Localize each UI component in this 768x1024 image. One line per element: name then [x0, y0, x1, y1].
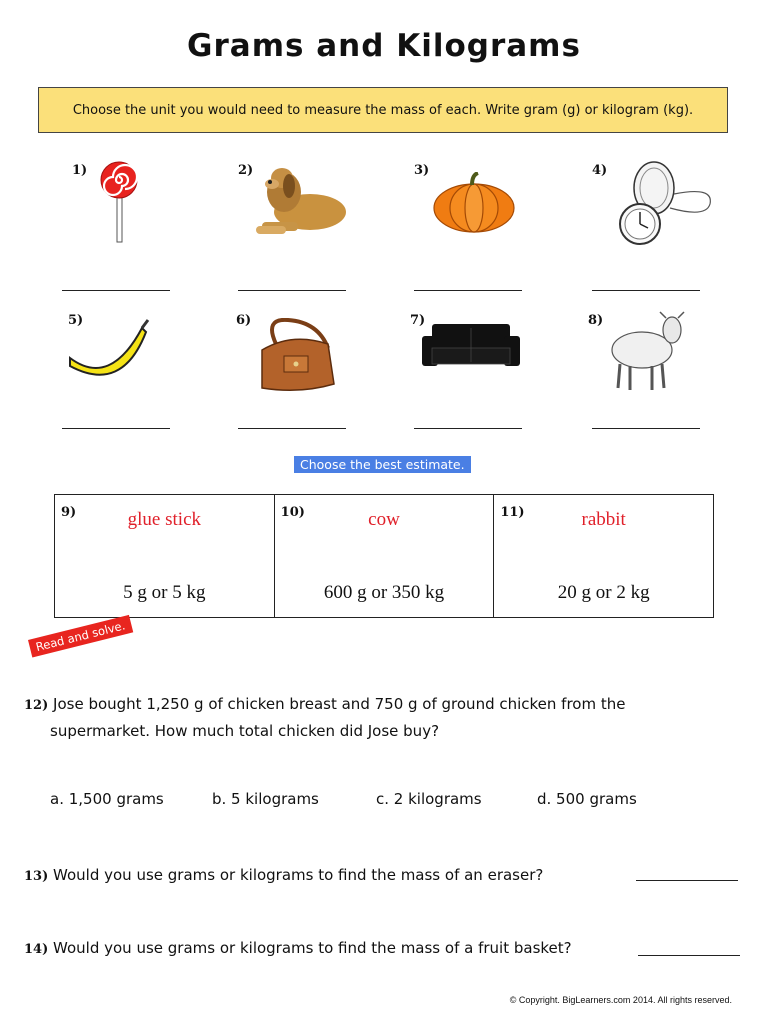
answer-blank-7[interactable]	[414, 428, 522, 429]
question-13	[24, 862, 543, 890]
answer-blank-6[interactable]	[238, 428, 346, 429]
item-number-1: 1)	[72, 163, 88, 178]
item-number-4: 4)	[592, 163, 608, 178]
answer-option-d[interactable]: d. 500 grams	[537, 790, 637, 808]
instruction-box	[38, 87, 728, 133]
answer-blank-4[interactable]	[592, 290, 700, 291]
copyright-notice: © Copyright. BigLearners.com 2014. All rights reserved.	[509, 995, 732, 1005]
pumpkin-icon	[432, 172, 516, 234]
question-number: 12)	[24, 698, 49, 713]
question-12-line2: supermarket. How much total chicken did Jose buy?	[50, 722, 440, 740]
handbag-icon	[246, 318, 342, 392]
answer-blank-3[interactable]	[414, 290, 522, 291]
item-number-2: 2)	[238, 163, 254, 178]
read-and-solve-label: Read and solve.	[28, 615, 133, 658]
item-number-3: 3)	[414, 163, 430, 178]
question-text: Would you use grams or kilograms to find the mass of a fruit basket?	[53, 939, 572, 957]
estimate-table	[54, 494, 714, 618]
estimate-cell-9	[55, 495, 275, 617]
answer-blank-14[interactable]	[638, 955, 740, 956]
question-14	[24, 935, 572, 963]
lollipop-icon	[98, 160, 142, 244]
estimate-choices[interactable]: 20 g or 2 kg	[557, 582, 650, 603]
estimate-item: cow	[368, 509, 400, 530]
item-number-6: 6)	[236, 313, 252, 328]
answer-option-b[interactable]: b. 5 kilograms	[212, 790, 319, 808]
estimate-cell-10	[275, 495, 495, 617]
estimate-number: 9)	[61, 505, 77, 520]
answer-blank-5[interactable]	[62, 428, 170, 429]
answer-blank-1[interactable]	[62, 290, 170, 291]
dog-icon	[248, 162, 348, 238]
instruction-text: Choose the unit you would need to measure the mass of each. Write gram (g) or kilogram (kg).	[72, 102, 694, 118]
question-12	[24, 691, 625, 719]
question-text-line1: Jose bought 1,250 g of chicken breast and 750 g of ground chicken from the	[53, 695, 626, 713]
answer-blank-13[interactable]	[636, 880, 738, 881]
answer-option-a[interactable]: a. 1,500 grams	[50, 790, 164, 808]
answer-blank-2[interactable]	[238, 290, 346, 291]
best-estimate-label: Choose the best estimate.	[294, 456, 471, 473]
question-number: 13)	[24, 869, 49, 884]
answer-blank-8[interactable]	[592, 428, 700, 429]
item-number-8: 8)	[588, 313, 604, 328]
pocket-watch-icon	[612, 160, 716, 246]
question-number: 14)	[24, 942, 49, 957]
item-number-5: 5)	[68, 313, 84, 328]
estimate-number: 11)	[500, 505, 525, 520]
answer-option-c[interactable]: c. 2 kilograms	[376, 790, 482, 808]
item-number-7: 7)	[410, 313, 426, 328]
worksheet-title: Grams and Kilograms	[187, 28, 581, 64]
estimate-cell-11	[494, 495, 713, 617]
estimate-item: rabbit	[581, 509, 626, 530]
sofa-icon	[420, 322, 522, 372]
estimate-item: glue stick	[127, 509, 202, 530]
question-text: Would you use grams or kilograms to find the mass of an eraser?	[53, 866, 544, 884]
sheep-icon	[606, 308, 690, 394]
banana-icon	[66, 318, 150, 380]
estimate-choices[interactable]: 5 g or 5 kg	[123, 582, 206, 603]
estimate-choices[interactable]: 600 g or 350 kg	[323, 582, 445, 603]
estimate-number: 10)	[280, 505, 305, 520]
